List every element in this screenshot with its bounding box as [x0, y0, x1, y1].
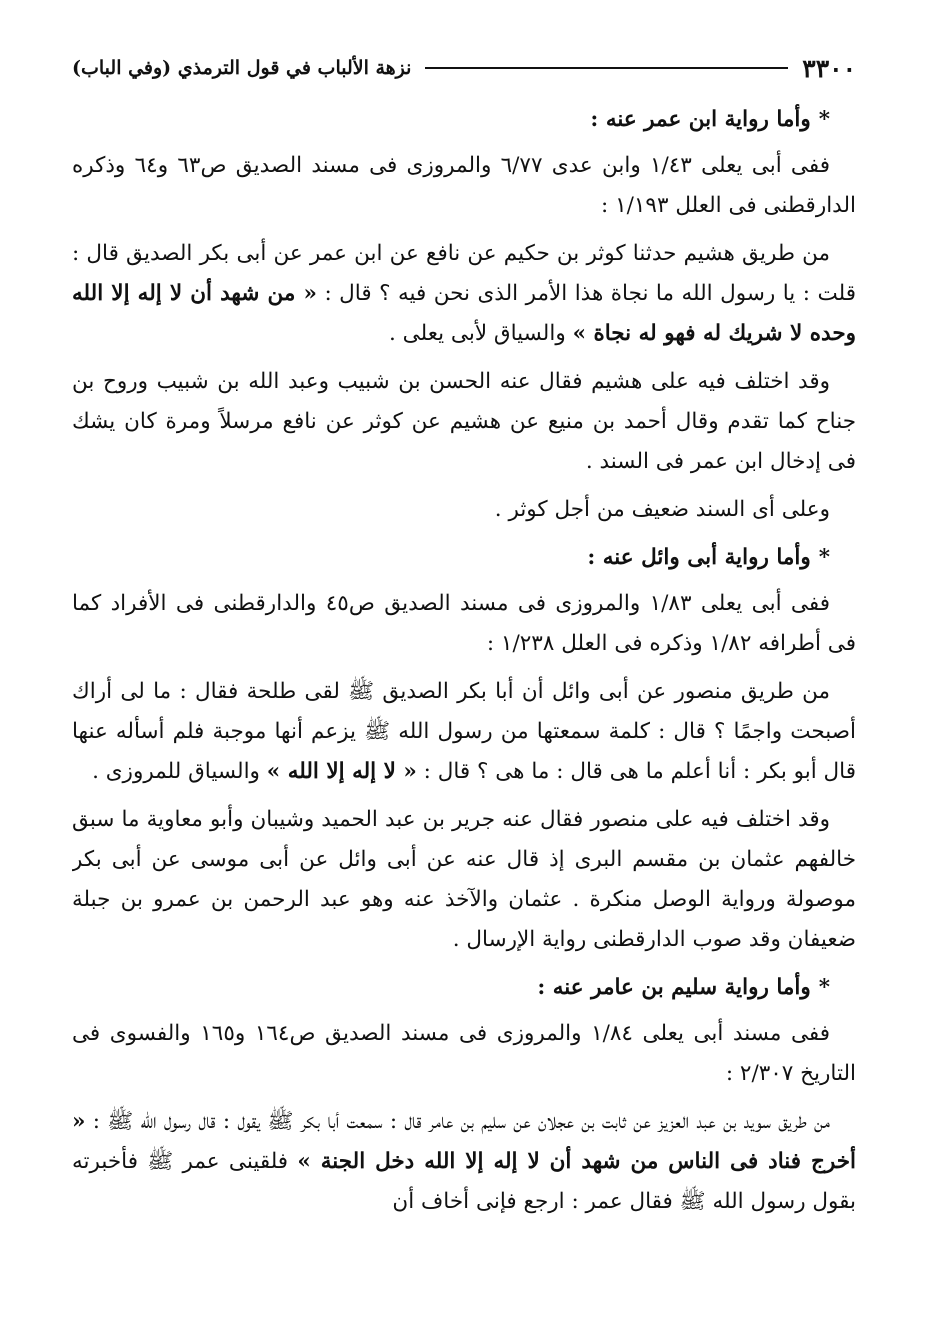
star-bullet-icon: * — [818, 545, 830, 570]
paragraph-sources-1: ففى أبى يعلى ١/٤٣ وابن عدى ٦/٧٧ والمروزى فى مسند الصديق ص٦٣ و٦٤ وذكره الدارقطنى فى العلل ١/١٩٣ : — [72, 153, 856, 218]
section-heading-ibn-umar — [72, 100, 856, 140]
hadith-text: « أخرج فناد فى الناس من شهد أن لا إله إلا الله دخل الجنة » — [72, 1109, 856, 1174]
section-heading-sulaym — [72, 968, 856, 1008]
paragraph-discussion-2: وقد اختلف فيه على منصور فقال عنه جرير بن عبد الحميد وشيبان وأبو معاوية ما سبق خالفهم عثمان بن مقسم البرى إذ قال عنه عن أبى وائل عن أبى موسى عن أبى بكر موصولة ورواية الوصل منكرة . عثمان والآخذ عنه وهو عبد الرحمن بن عمرو بن جبلة ضعيفان وقد صوب الدارقطنى رواية الإرسال . — [72, 807, 856, 952]
star-bullet-icon: * — [818, 107, 830, 132]
paragraph-sources-3: ففى مسند أبى يعلى ١/٨٤ والمروزى فى مسند الصديق ص١٦٤ و١٦٥ والفسوى فى التاريخ ٢/٣٠٧ : — [72, 1021, 856, 1086]
page-number: ٣٣٠٠ — [802, 53, 856, 83]
hadith-chain: من طريق منصور عن أبى وائل أن أبا بكر الصديق ﷺ لقى طلحة فقال : ما لى أراك أصبحت واجمًا ؟ قال : كلمة سمعتها من رسول الله ﷺ يزعم أنها موجبة فلم أسأله عنها قال أبو بكر : أنا أعلم ما هى قال : ما هى ؟ قال : — [72, 679, 856, 784]
running-header — [72, 44, 856, 92]
section-heading-abu-wail — [72, 538, 856, 578]
hadith-note: والسياق لأبى يعلى . — [389, 321, 566, 346]
hadith-chain: من طريق سويد بن عبد العزيز عن ثابت بن عجلان عن سليم بن عامر قال : سمعت أبا بكر ﷺ يقول : قال رسول الله ﷺ : — [92, 1109, 830, 1134]
header-rule — [425, 67, 788, 69]
hadith-note: فلقينى عمر ﷺ فأخبرته بقول رسول الله ﷺ فقال عمر : ارجع فإنى أخاف أن — [72, 1149, 856, 1214]
heading-text: وأما رواية أبى وائل عنه : — [587, 545, 811, 570]
hadith-chain: من طريق هشيم حدثنا كوثر بن حكيم عن نافع عن ابن عمر عن أبى بكر الصديق قال : قلت : يا رسول الله ما نجاة هذا الأمر الذى نحن فيه ؟ قال : — [72, 241, 856, 306]
paragraph-sources-2: ففى أبى يعلى ١/٨٣ والمروزى فى مسند الصديق ص٤٥ والدارقطنى فى الأفراد كما فى أطرافه ١/٨٢ وذكره فى العلل ١/٢٣٨ : — [72, 591, 856, 656]
paragraph-verdict-1: وعلى أى السند ضعيف من أجل كوثر . — [494, 497, 830, 522]
hadith-note: والسياق للمروزى . — [92, 759, 260, 784]
page-body — [72, 100, 856, 1332]
running-title: نزهة الألباب في قول الترمذي (وفي الباب) — [72, 57, 412, 79]
paragraph-hadith-3 — [72, 1102, 856, 1222]
hadith-text: « من شهد أن لا إله إلا الله وحده لا شريك له فهو له نجاة » — [72, 281, 856, 346]
heading-text: وأما رواية سليم بن عامر عنه : — [537, 975, 811, 1000]
paragraph-hadith-1 — [72, 234, 856, 354]
star-bullet-icon: * — [818, 975, 830, 1000]
paragraph-discussion-1: وقد اختلف فيه على هشيم فقال عنه الحسن بن شبيب وعبد الله بن شبيب وروح بن جناح كما تقدم وقال أحمد بن منيع عن هشيم عن كوثر عن نافع مرسلاً ومرة كان يشك فى إدخال ابن عمر فى السند . — [72, 369, 856, 474]
paragraph-hadith-2 — [72, 672, 856, 792]
hadith-text: « لا إله إلا الله » — [266, 759, 417, 784]
heading-text: وأما رواية ابن عمر عنه : — [590, 107, 811, 132]
